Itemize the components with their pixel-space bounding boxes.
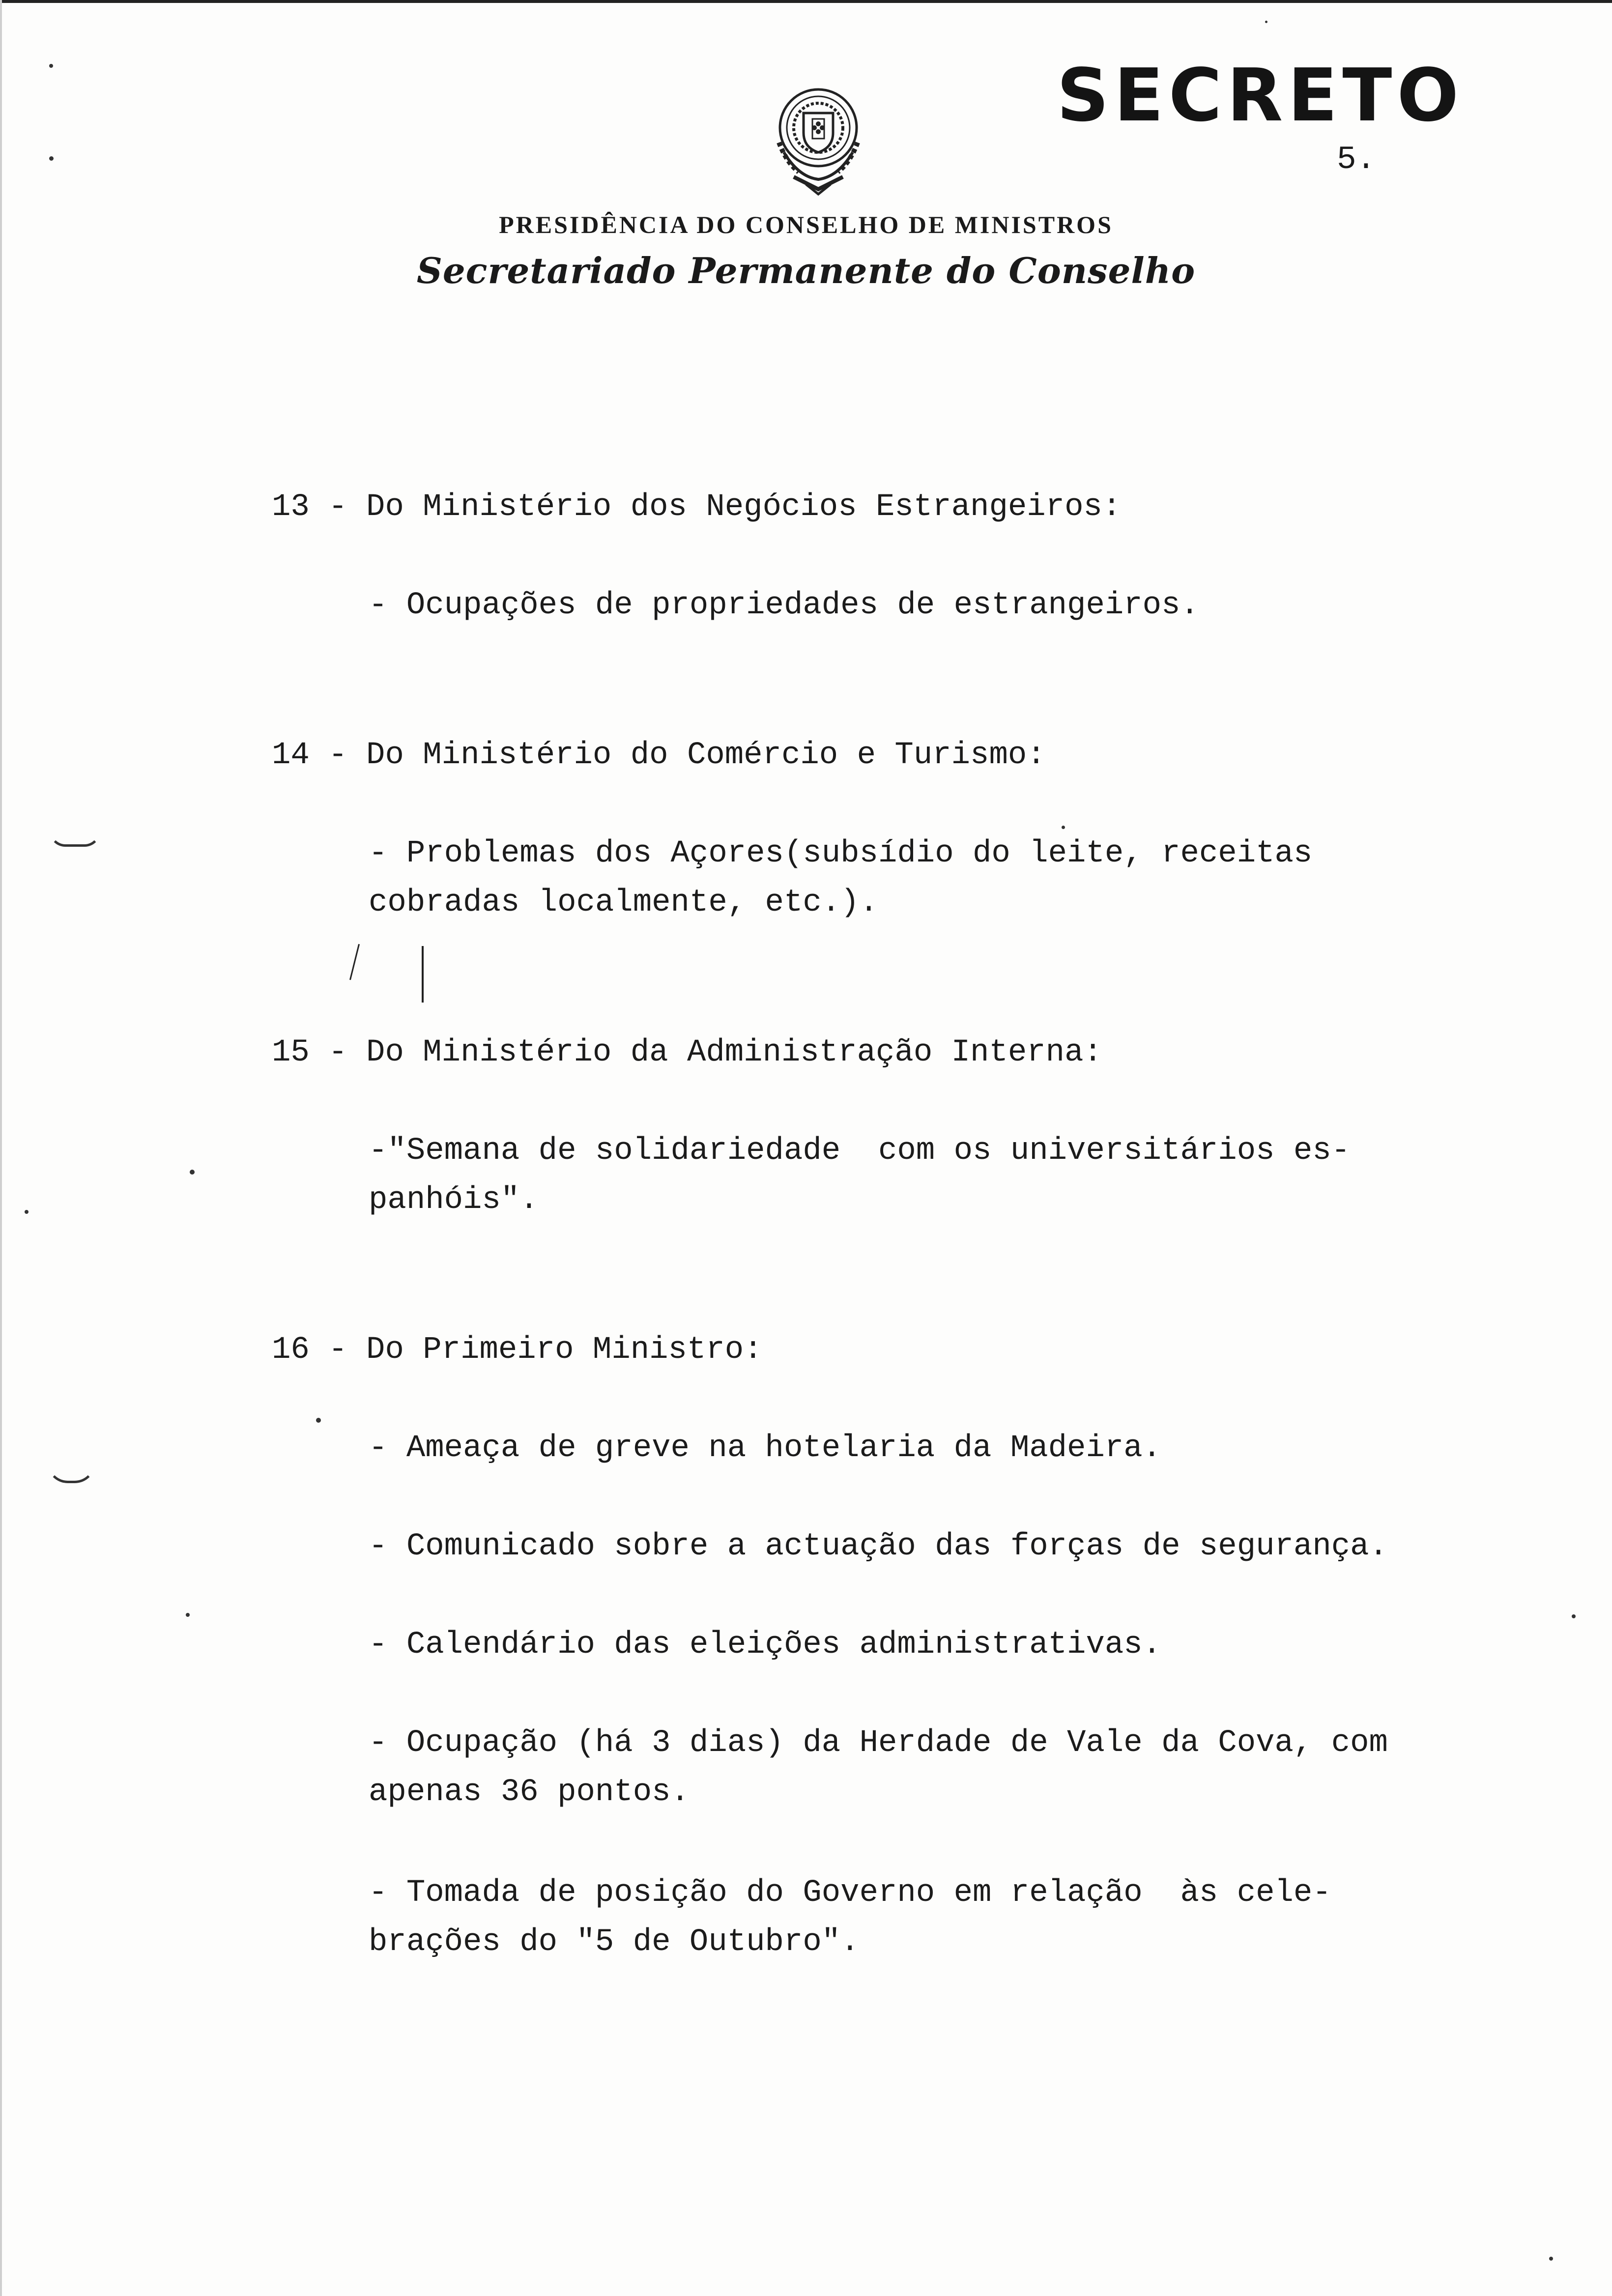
top-border-rule	[0, 0, 1612, 3]
item-heading: 15 - Do Ministério da Administração Interna:	[272, 1035, 1102, 1070]
item-point-line: -"Semana de solidariedade com os universitários es-	[369, 1133, 1351, 1169]
department-name: Secretariado Permanente do Conselho	[416, 250, 1196, 291]
speck	[1265, 21, 1267, 23]
item-point-line: - Tomada de posição do Governo em relação às cele-	[369, 1875, 1331, 1911]
item-point-line: apenas 36 pontos.	[369, 1775, 690, 1810]
left-scan-edge	[0, 0, 2, 2296]
item-heading: 14 - Do Ministério do Comércio e Turismo:	[272, 738, 1046, 773]
pen-mark	[349, 944, 360, 980]
speck	[1572, 1614, 1576, 1618]
page-number: 5.	[1337, 141, 1376, 178]
item-point-line: - Calendário das eleições administrativas.	[369, 1627, 1162, 1663]
pen-mark	[422, 946, 424, 1003]
item-point-line: brações do "5 de Outubro".	[369, 1924, 860, 1960]
item-heading: 16 - Do Primeiro Ministro:	[272, 1332, 763, 1368]
organization-name: PRESIDÊNCIA DO CONSELHO DE MINISTROS	[499, 211, 1113, 238]
speck	[1549, 2257, 1553, 2261]
item-point-line: - Comunicado sobre a actuação das forças de segurança.	[369, 1529, 1388, 1564]
item-point-line: - Problemas dos Açores(subsídio do leite, receitas	[369, 836, 1313, 871]
hole-punch-mark	[49, 831, 101, 847]
item-heading: 13 - Do Ministério dos Negócios Estrangeiros:	[272, 489, 1122, 525]
item-point-line: panhóis".	[369, 1182, 539, 1218]
speck	[1062, 826, 1065, 829]
speck	[49, 64, 53, 68]
speck	[49, 156, 54, 161]
speck	[190, 1170, 195, 1175]
speck	[186, 1613, 190, 1617]
item-point-line: - Ocupação (há 3 dias) da Herdade de Vale da Cova, com	[369, 1725, 1388, 1761]
speck	[316, 1418, 321, 1423]
classification-stamp: SECRETO	[1057, 53, 1464, 138]
hole-punch-mark	[47, 1462, 96, 1483]
item-point-line: - Ocupações de propriedades de estrangeiros.	[369, 588, 1199, 623]
speck	[25, 1210, 29, 1214]
item-point-line: cobradas localmente, etc.).	[369, 885, 878, 920]
coat-of-arms-seal-icon	[764, 79, 872, 197]
item-point-line: - Ameaça de greve na hotelaria da Madeira.	[369, 1431, 1162, 1466]
